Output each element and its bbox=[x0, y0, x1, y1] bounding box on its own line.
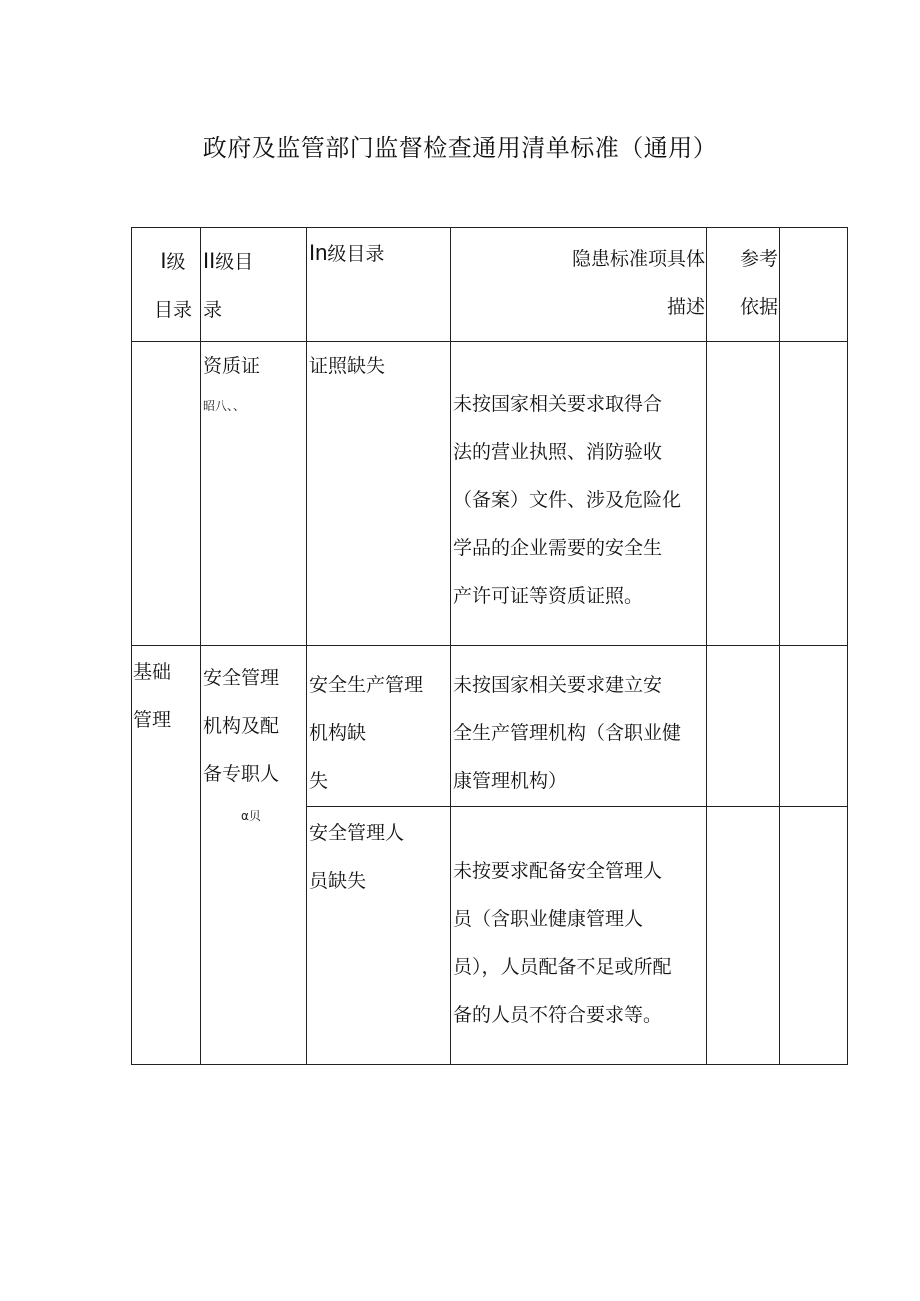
row-divider bbox=[306, 806, 848, 807]
table-border-top bbox=[131, 227, 848, 228]
header-level2 bbox=[203, 237, 303, 334]
row2-level2: 安全管理 机构及配 备专职人 bbox=[203, 667, 280, 785]
row1-level2: 资质证 bbox=[203, 355, 261, 377]
column-divider bbox=[200, 227, 201, 1065]
header-description: 隐患标准项具体 描述 bbox=[571, 248, 705, 318]
column-divider bbox=[306, 227, 307, 1065]
page-title: 政府及监管部门监督检查通用清单标准（通用） bbox=[202, 134, 718, 162]
header-level3 bbox=[309, 229, 447, 278]
header-level1 bbox=[147, 237, 199, 334]
header-level2-mark: II bbox=[203, 248, 216, 273]
table-border-left bbox=[131, 227, 132, 1065]
header-level3-mark: In bbox=[309, 240, 328, 265]
row-divider bbox=[131, 645, 848, 646]
row1-description: 未按国家相关要求取得合 法的营业执照、消防验收 （备案）文件、涉及危险化 学品的企业需要的安全生 产许可证等资质证照。 bbox=[453, 393, 682, 607]
row1-level2-note: 昭八、、 bbox=[203, 399, 246, 413]
row2-level3: 安全生产管理 机构缺 失 bbox=[309, 674, 424, 792]
header-basis: 参考 依据 bbox=[739, 248, 778, 318]
column-divider bbox=[450, 227, 451, 1065]
row3-level3: 安全管理人 员缺失 bbox=[309, 822, 405, 892]
row2-description: 未按国家相关要求建立安 全生产管理机构（含职业健 康管理机构） bbox=[453, 674, 682, 792]
header-level1-label: 级 目录 bbox=[153, 251, 192, 321]
row1-level3: 证照缺失 bbox=[309, 355, 386, 377]
column-divider bbox=[706, 227, 707, 1065]
row3-description: 未按要求配备安全管理人 员（含职业健康管理人 员），人员配备不足或所配 备的人员不符合要求等。 bbox=[453, 860, 672, 1026]
row2-level2-note: α贝 bbox=[241, 809, 261, 823]
header-level3-label: 级目录 bbox=[327, 243, 385, 265]
table-border-bottom bbox=[131, 1064, 848, 1065]
column-divider bbox=[779, 227, 780, 1065]
table-border-right bbox=[847, 227, 848, 1065]
header-level2-label: 级目 录 bbox=[203, 251, 254, 321]
header-level1-mark: I bbox=[160, 248, 167, 273]
row2-level1: 基础 管理 bbox=[133, 661, 172, 731]
